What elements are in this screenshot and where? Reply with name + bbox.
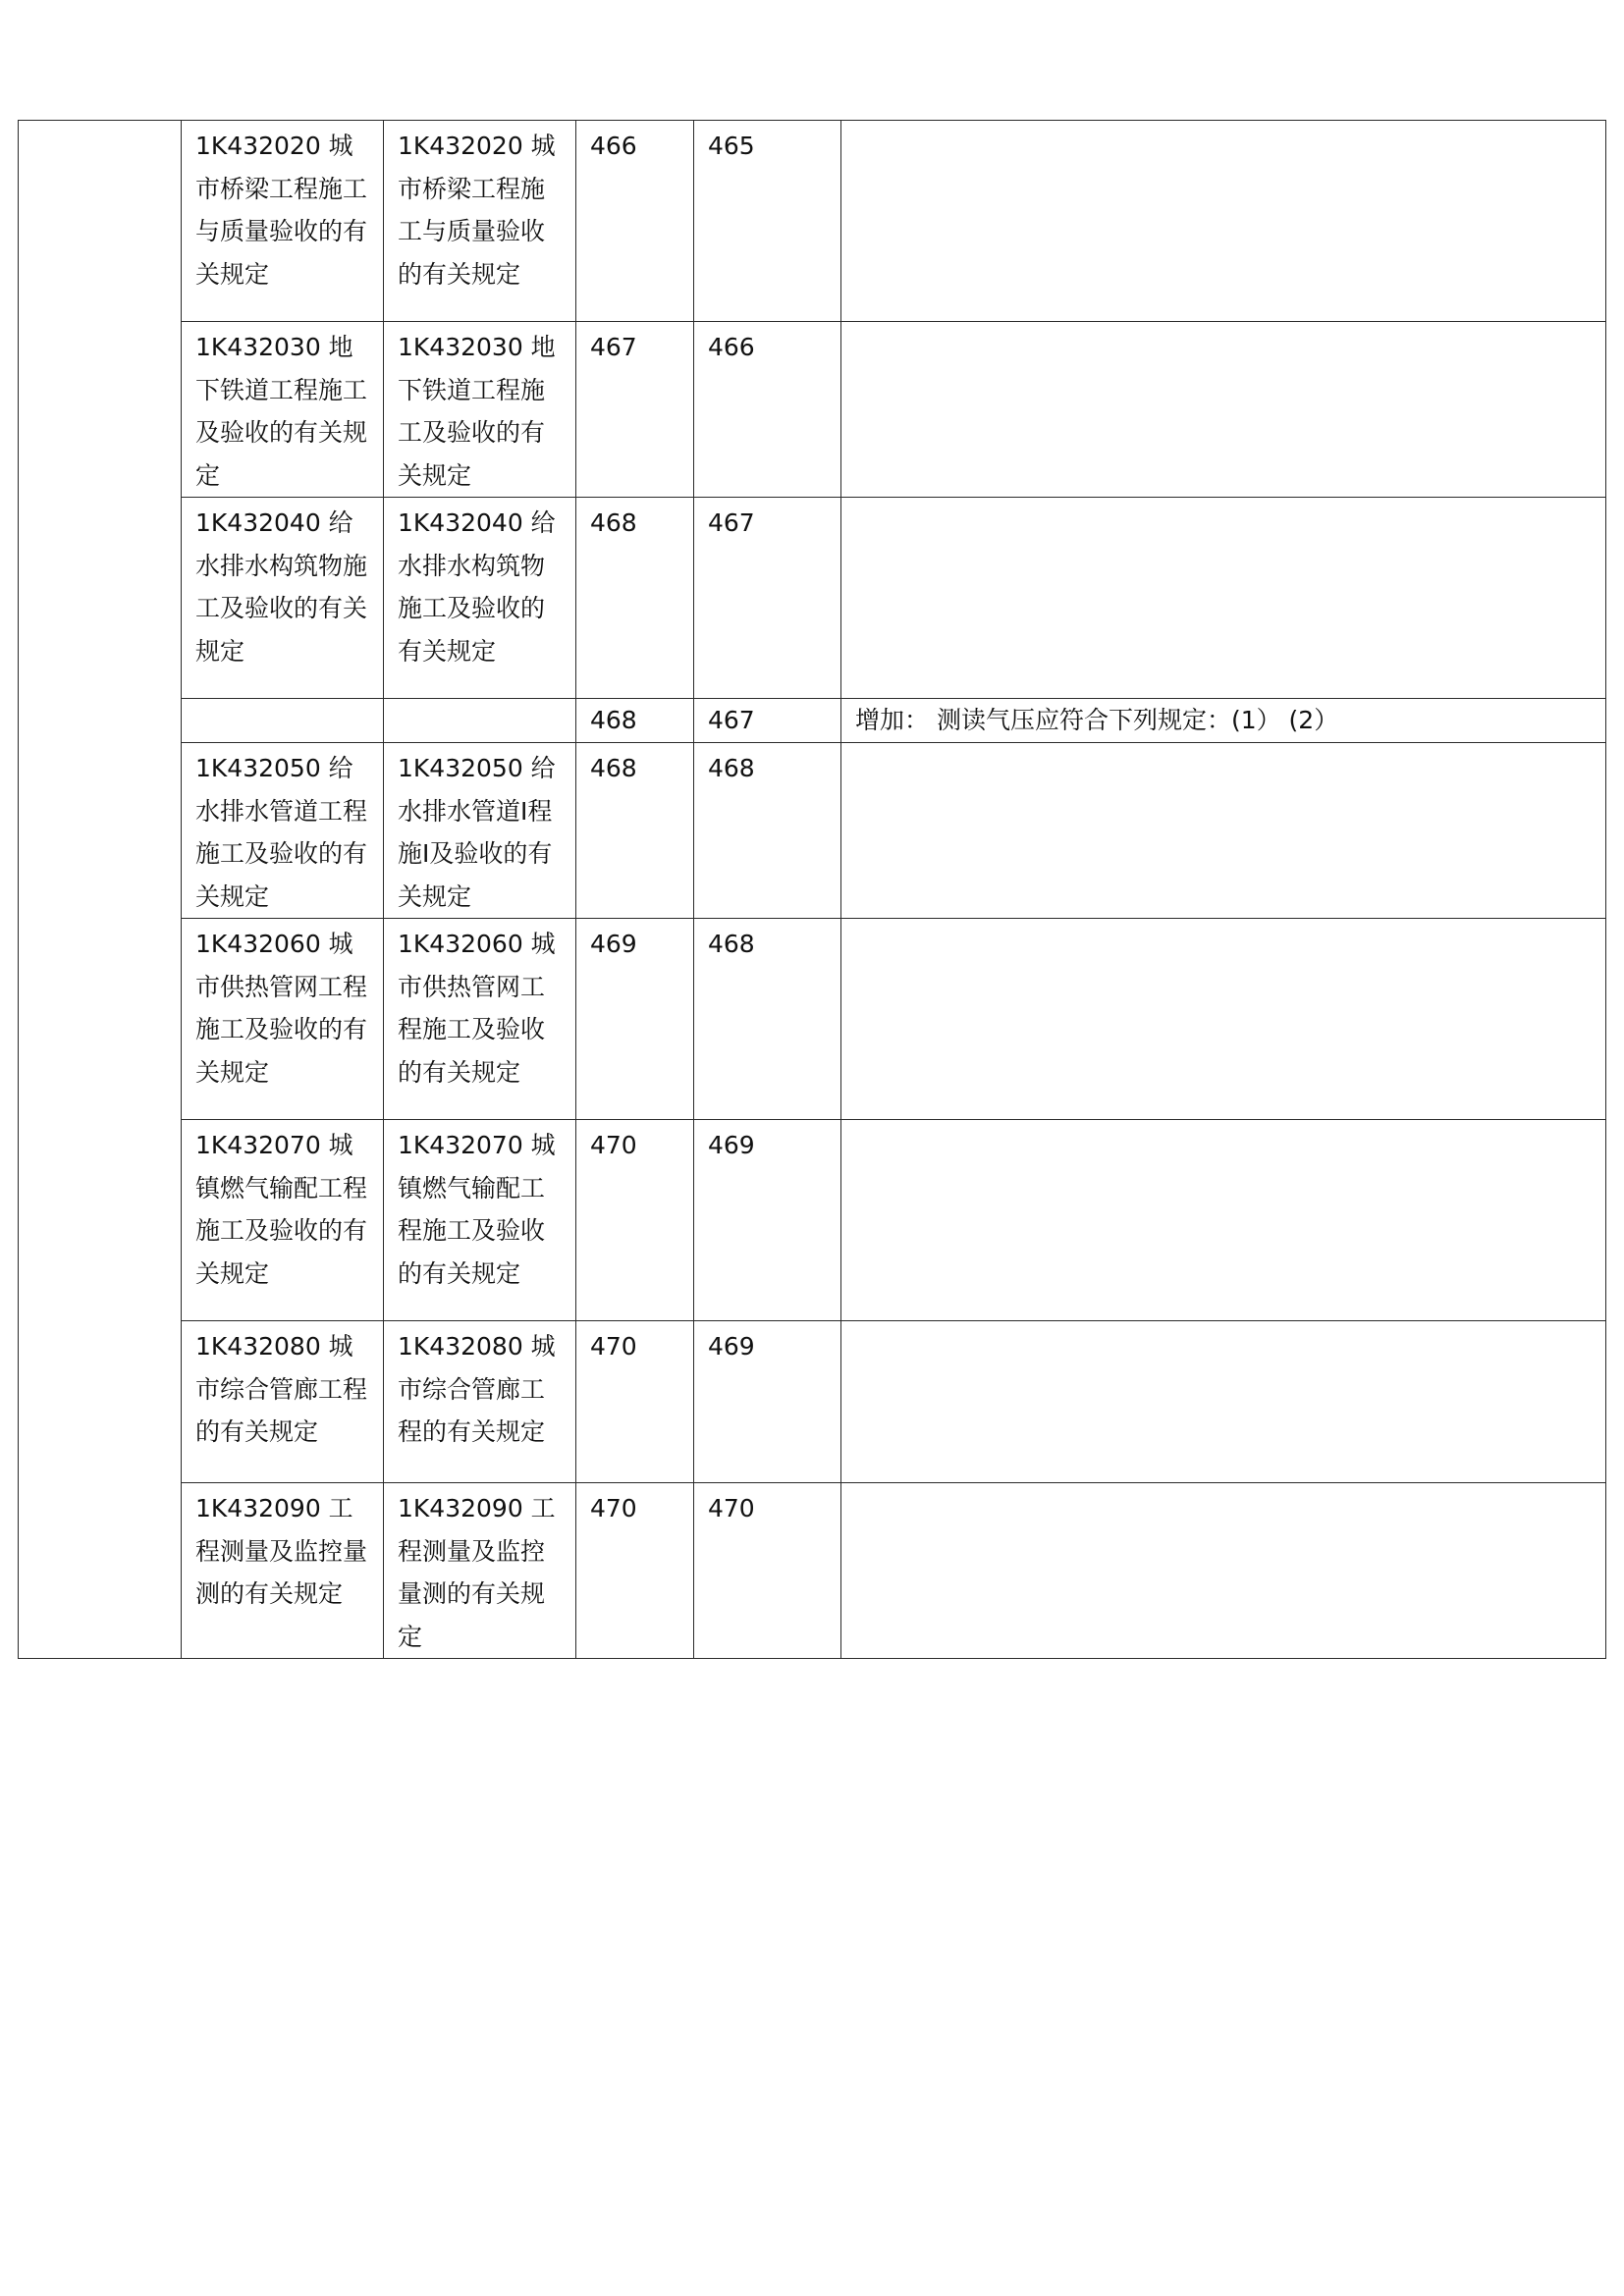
old-page-cell: 470 [576, 1483, 694, 1659]
new-page-cell: 470 [694, 1483, 841, 1659]
note-cell [841, 121, 1606, 322]
old-page-cell: 468 [576, 498, 694, 699]
note-cell [841, 919, 1606, 1120]
old-title-cell: 1K432020 城市桥梁工程施工与质量验收的有关规定 [182, 121, 384, 322]
new-page-cell: 468 [694, 919, 841, 1120]
note-cell [841, 1321, 1606, 1483]
old-page-cell: 468 [576, 699, 694, 743]
old-title-cell: 1K432050 给水排水管道工程施工及验收的有关规定 [182, 743, 384, 919]
new-title-cell: 1K432070 城镇燃气输配工程施工及验收的有关规定 [384, 1120, 576, 1321]
new-page-cell: 467 [694, 699, 841, 743]
note-cell [841, 498, 1606, 699]
new-page-cell: 467 [694, 498, 841, 699]
old-title-cell: 1K432080 城市综合管廊工程的有关规定 [182, 1321, 384, 1483]
old-page-cell: 468 [576, 743, 694, 919]
revision-table [18, 120, 1606, 1659]
new-page-cell: 468 [694, 743, 841, 919]
table-row [19, 919, 1606, 1120]
old-title-cell: 1K432040 给水排水构筑物施工及验收的有关规定 [182, 498, 384, 699]
old-title-cell: 1K432070 城镇燃气输配工程施工及验收的有关规定 [182, 1120, 384, 1321]
note-cell [841, 743, 1606, 919]
table-row [19, 743, 1606, 919]
note-cell [841, 1483, 1606, 1659]
old-title-cell: 1K432060 城市供热管网工程施工及验收的有关规定 [182, 919, 384, 1120]
note-cell [841, 322, 1606, 498]
table-row [19, 699, 1606, 743]
old-title-cell: 1K432090 工程测量及监控量测的有关规定 [182, 1483, 384, 1659]
table-row [19, 121, 1606, 322]
old-title-cell [182, 699, 384, 743]
new-title-cell: 1K432030 地下铁道工程施工及验收的有关规定 [384, 322, 576, 498]
table-row [19, 1321, 1606, 1483]
old-page-cell: 469 [576, 919, 694, 1120]
new-page-cell: 469 [694, 1120, 841, 1321]
note-cell [841, 1120, 1606, 1321]
new-page-cell: 469 [694, 1321, 841, 1483]
table-row [19, 1120, 1606, 1321]
note-cell: 增加： 测读气压应符合下列规定：(1） (2） [841, 699, 1606, 743]
old-page-cell: 470 [576, 1321, 694, 1483]
old-page-cell: 467 [576, 322, 694, 498]
new-title-cell: 1K432040 给水排水构筑物施工及验收的有关规定 [384, 498, 576, 699]
new-title-cell [384, 699, 576, 743]
table-row [19, 322, 1606, 498]
new-title-cell: 1K432080 城市综合管廊工程的有关规定 [384, 1321, 576, 1483]
table-row [19, 1483, 1606, 1659]
old-title-cell: 1K432030 地下铁道工程施工及验收的有关规定 [182, 322, 384, 498]
table-row [19, 498, 1606, 699]
new-title-cell: 1K432060 城市供热管网工程施工及验收的有关规定 [384, 919, 576, 1120]
new-page-cell: 465 [694, 121, 841, 322]
new-title-cell: 1K432090 工程测量及监控量测的有关规定 [384, 1483, 576, 1659]
new-title-cell: 1K432050 给水排水管道I程施I及验收的有关规定 [384, 743, 576, 919]
new-title-cell: 1K432020 城市桥梁工程施工与质量验收的有关规定 [384, 121, 576, 322]
chapter-cell [19, 121, 182, 1659]
new-page-cell: 466 [694, 322, 841, 498]
old-page-cell: 466 [576, 121, 694, 322]
old-page-cell: 470 [576, 1120, 694, 1321]
